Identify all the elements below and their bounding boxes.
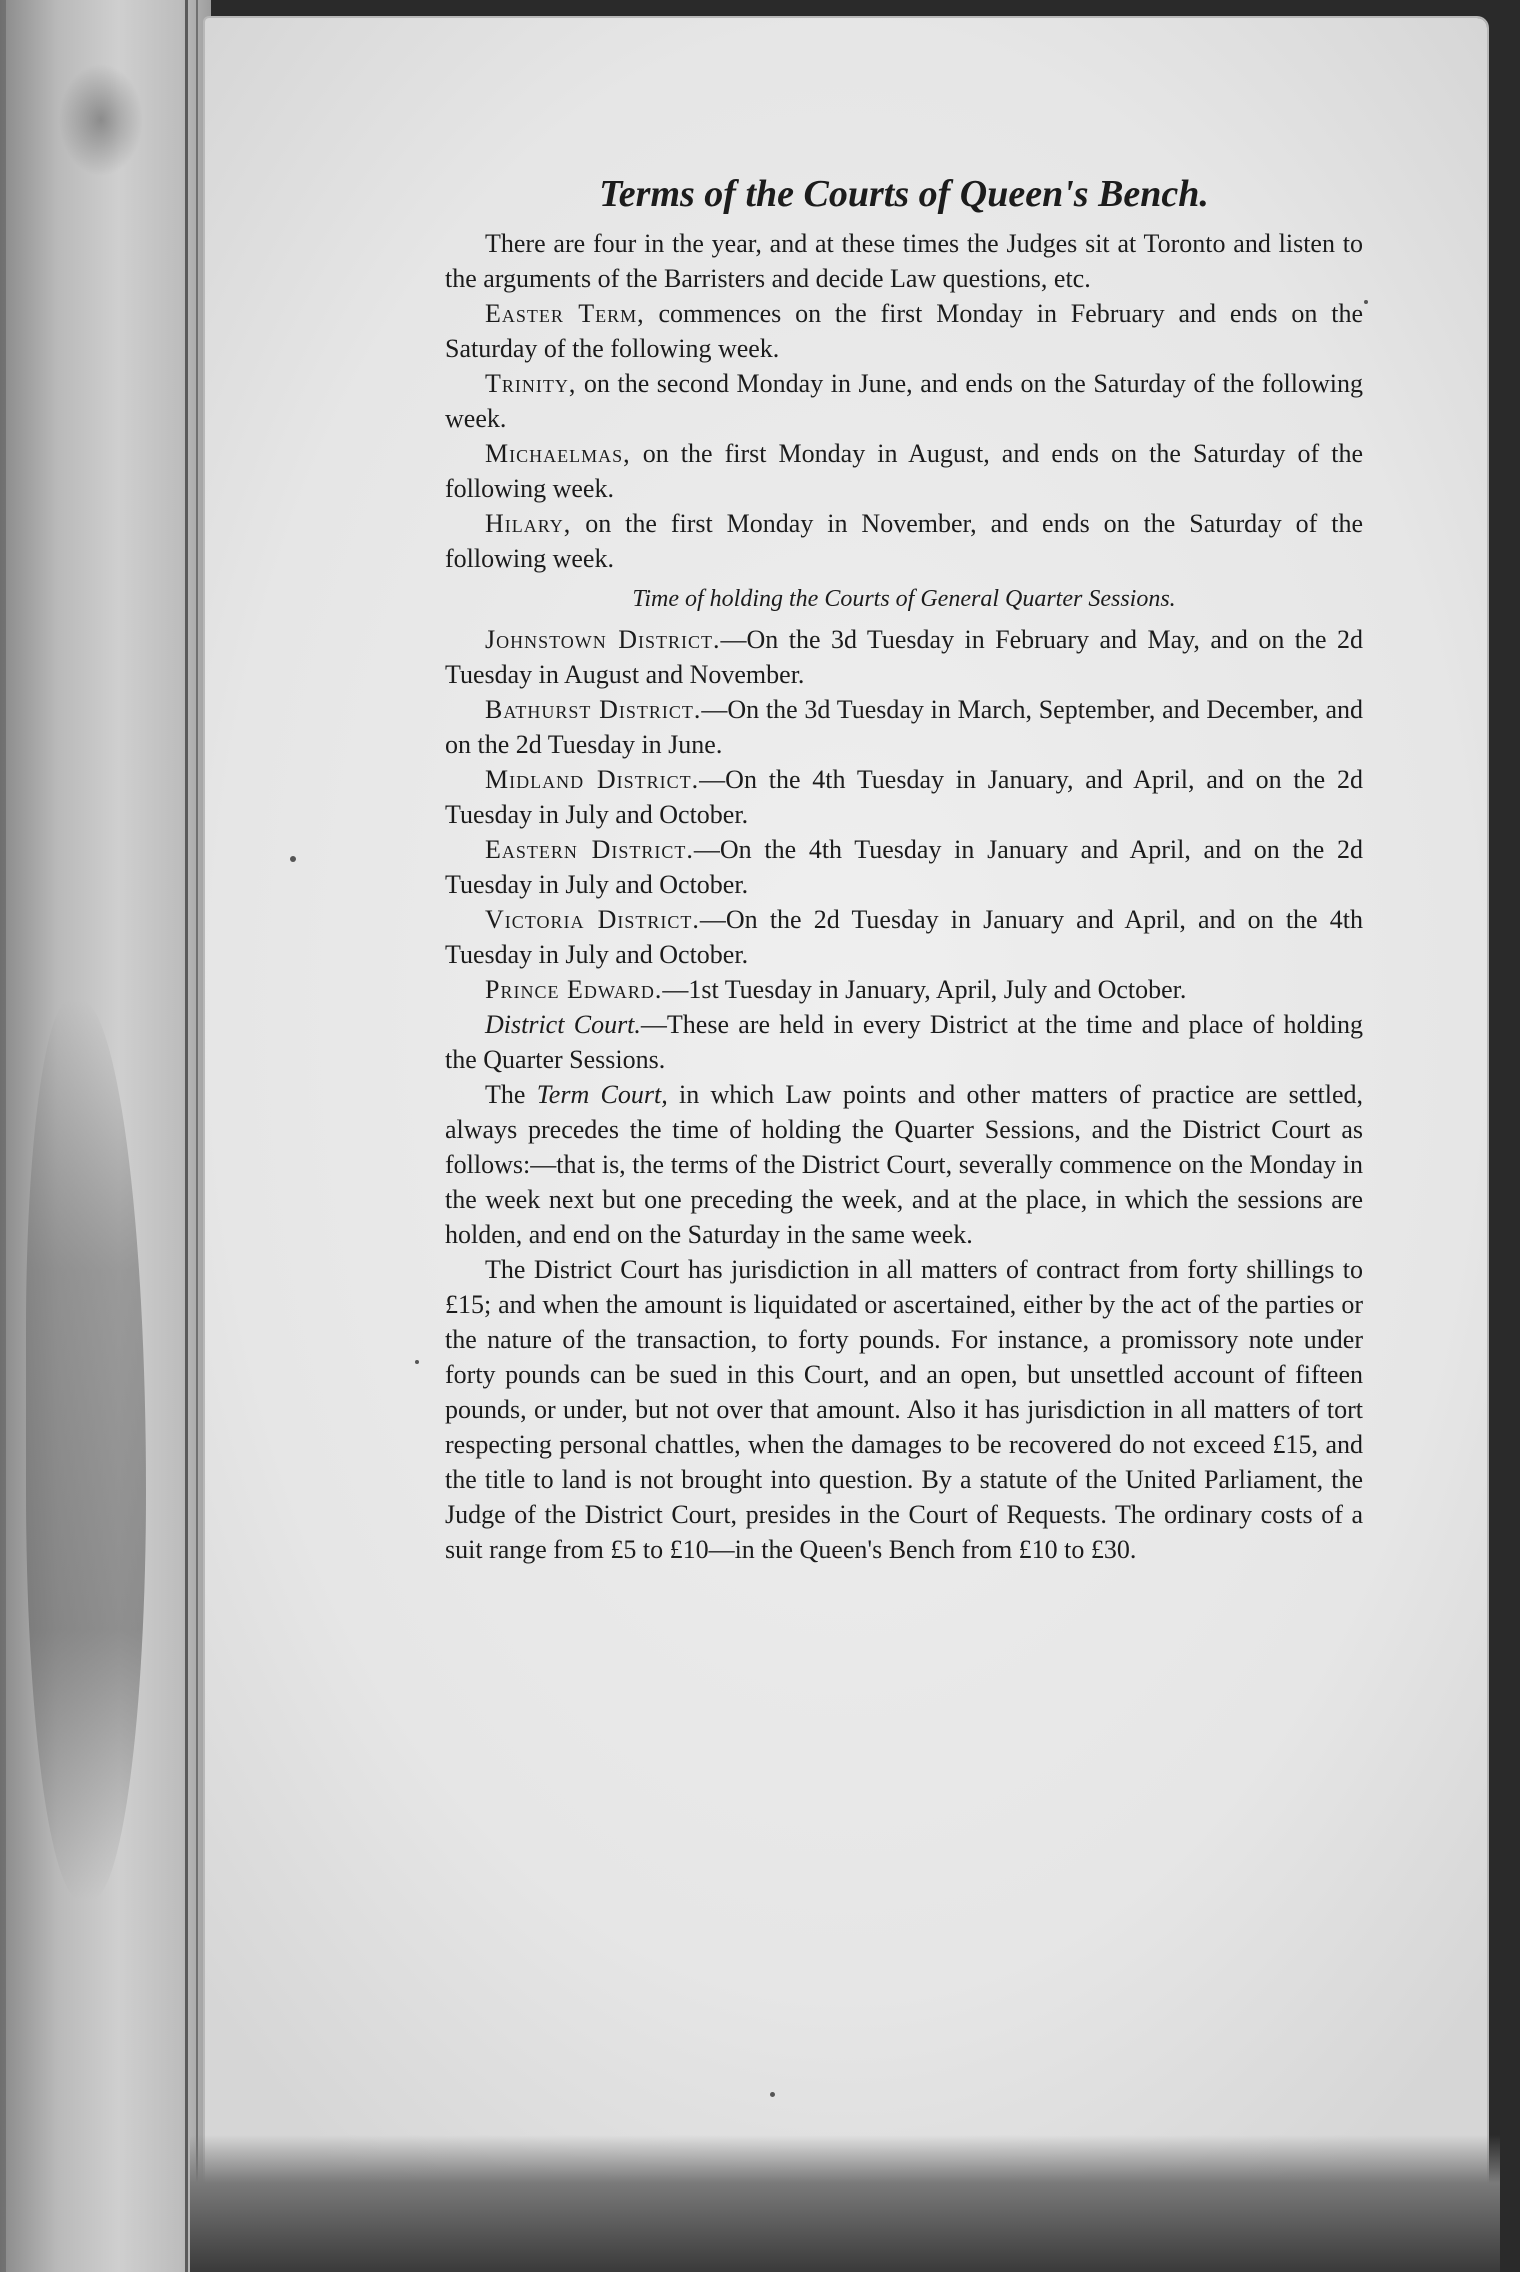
speck (415, 1360, 419, 1364)
term-text: on the first Monday in November, and ends on the Saturday of the following week. (445, 509, 1363, 573)
district-entry-victoria (445, 902, 1363, 972)
district-entry-johnstown (445, 622, 1363, 692)
term-name: Hilary, (485, 509, 572, 538)
district-name: Johnstown District. (485, 625, 721, 654)
district-text: —On the 4th Tuesday in January, and April, and on the 2d Tuesday in July and October. (445, 765, 1363, 829)
spine-edge-line (196, 0, 198, 2272)
district-text: —On the 4th Tuesday in January and April, and on the 2d Tuesday in July and October. (445, 835, 1363, 899)
term-entry-hilary (445, 506, 1363, 576)
spine-wear (26, 1000, 146, 1900)
speck (770, 2092, 775, 2097)
term-entry-easter (445, 296, 1363, 366)
district-court-paragraph (445, 1007, 1363, 1077)
district-text: —On the 3d Tuesday in February and May, and on the 2d Tuesday in August and November. (445, 625, 1364, 689)
district-text: —On the 2d Tuesday in January and April, and on the 4th Tuesday in July and October. (445, 905, 1363, 969)
term-court-text: in which Law points and other matters of practice are settled, always precedes the time of holding the Quarter Sessions, and the District Court as follows:—that is, the terms of the District Court, severally commence on the Monday in the week next but one preceding the week, and at the place, in which the sessions are holden, and end on the Saturday in the same week. (445, 1080, 1363, 1249)
district-name: Victoria District. (485, 905, 700, 934)
book-spine (6, 0, 211, 2272)
spine-edge-line (185, 0, 188, 2272)
term-entry-trinity (445, 366, 1363, 436)
term-court-label: Term Court, (536, 1080, 668, 1109)
district-entry-prince-edward (445, 972, 1363, 1007)
district-name: Midland District. (485, 765, 700, 794)
term-text: on the second Monday in June, and ends on the Saturday of the following week. (445, 369, 1363, 433)
term-name: Michaelmas, (485, 439, 631, 468)
sessions-heading: Time of holding the Courts of General Quarter Sessions. (632, 586, 1176, 612)
district-entry-bathurst (445, 692, 1363, 762)
district-name: Prince Edward. (485, 975, 663, 1004)
speck (290, 856, 296, 862)
page-text (445, 170, 1363, 1567)
page-title: Terms of the Courts of Queen's Bench. (599, 173, 1209, 215)
district-entry-midland (445, 762, 1363, 832)
speck (1364, 300, 1368, 304)
page-bottom-edge (190, 2135, 1500, 2272)
intro-paragraph: There are four in the year, and at these times the Judges sit at Toronto and listen to the arguments of the Barristers and decide Law questions, etc. (445, 229, 1363, 293)
district-name: Eastern District. (485, 835, 694, 864)
district-court-label: District Court. (485, 1010, 641, 1039)
district-text: —On the 3d Tuesday in March, September, and December, and on the 2d Tuesday in June. (445, 695, 1363, 759)
term-court-paragraph (445, 1077, 1363, 1252)
term-text: on the first Monday in August, and ends on the Saturday of the following week. (445, 439, 1363, 503)
district-text: —1st Tuesday in January, April, July and October. (662, 975, 1187, 1004)
district-name: Bathurst District. (485, 695, 702, 724)
term-entry-michaelmas (445, 436, 1363, 506)
district-entry-eastern (445, 832, 1363, 902)
term-court-lead: The (485, 1080, 537, 1109)
term-name: Easter Term, (485, 299, 645, 328)
district-court-text: —These are held in every District at the time and place of holding the Quarter Sessions. (445, 1010, 1363, 1074)
jurisdiction-paragraph: The District Court has jurisdiction in all matters of contract from forty shillings to £15; and when the amount is liquidated or ascertained, either by the act of the parties or the nature of the transaction, to forty pounds. For instance, a promissory note under forty pounds can be sued in this Court, and an open, but unsettled account of fifteen pounds, or under, but not over that amount. Also it has jurisdiction in all matters of tort respecting personal chattles, when the damages to be recovered do not exceed £15, and the title to land is not brought into question. By a statute of the United Parliament, the Judge of the District Court, presides in the Court of Requests. The ordinary costs of a suit range from £5 to £10—in the Queen's Bench from £10 to £30. (445, 1255, 1363, 1564)
term-name: Trinity, (485, 369, 577, 398)
term-text: commences on the first Monday in February and ends on the Saturday of the following week. (445, 299, 1363, 363)
